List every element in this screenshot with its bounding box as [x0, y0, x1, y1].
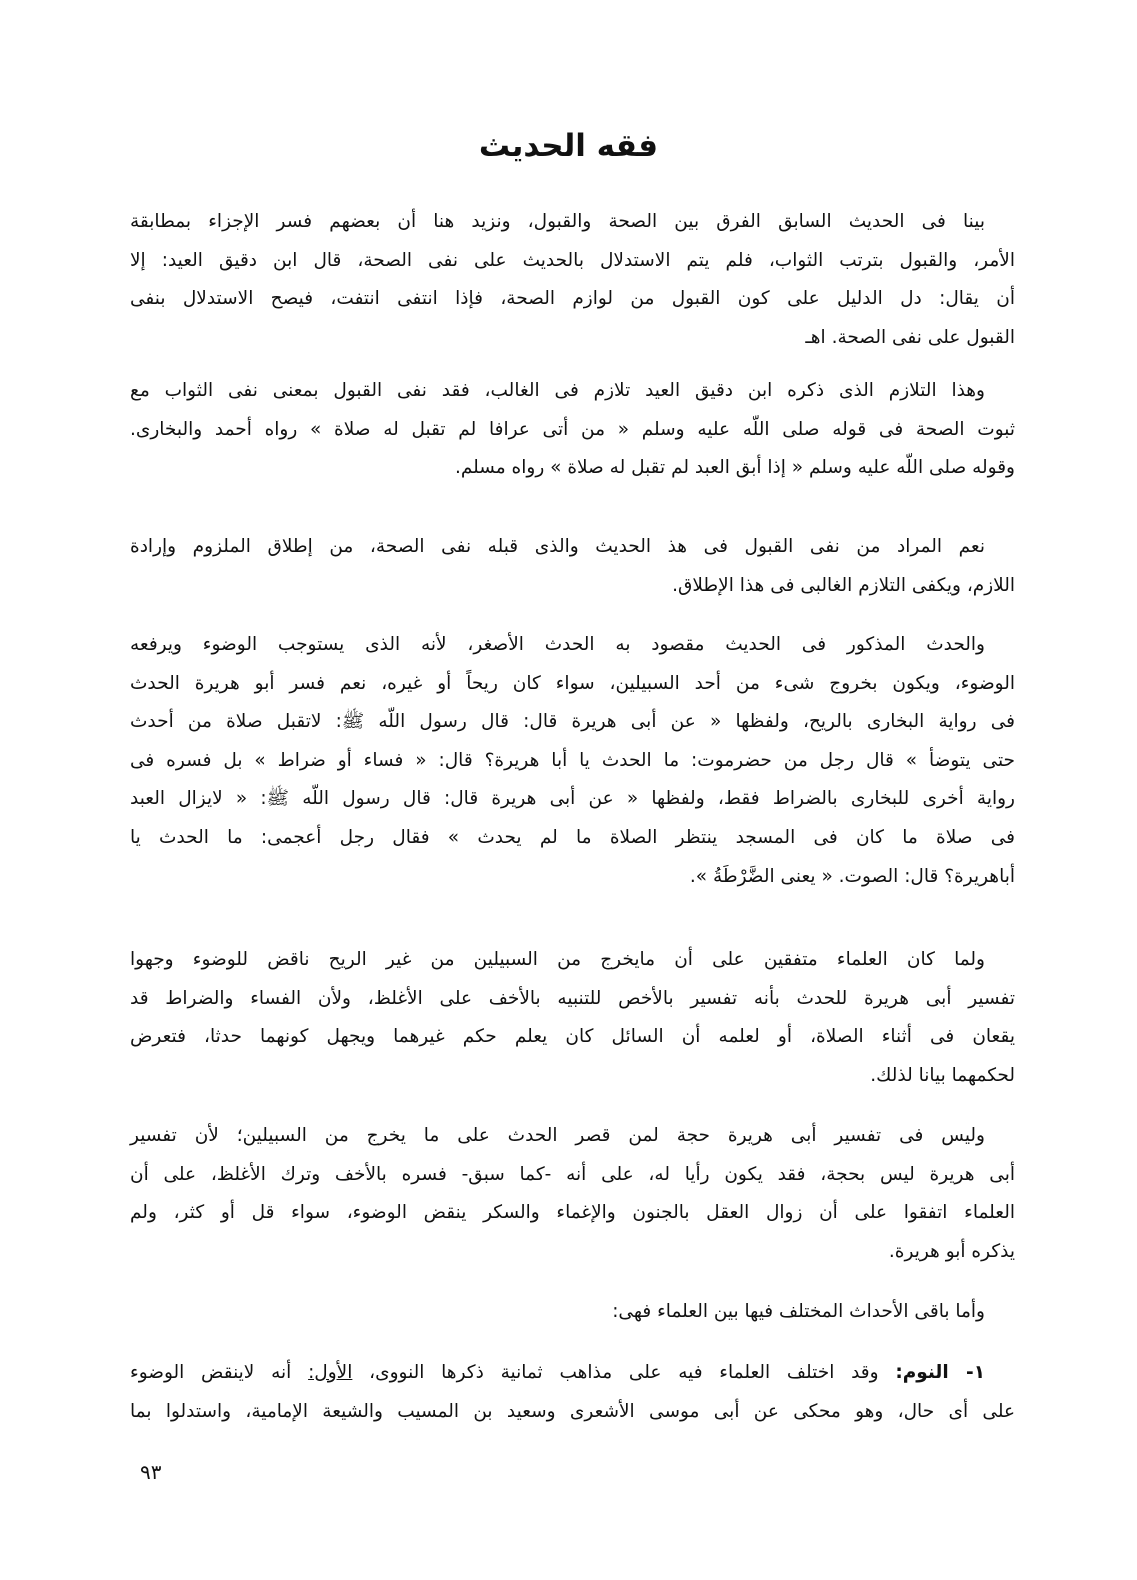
text-line: ولما كان العلماء متفقين على أن مايخرج من السبيلين من غير الريح ناقض للوضوء وجهوا	[130, 949, 985, 970]
text-line: رواية أخرى للبخارى بالضراط فقط، ولفظها « عن أبى هريرة قال: قال رسول اللّه ﷺ: « لايزال العبد	[130, 788, 1015, 810]
text-line: وأما باقى الأحداث المختلف فيها بين العلماء فهى:	[612, 1301, 985, 1322]
paragraph-5	[130, 941, 1015, 1095]
text-line: أباهريرة؟ قال: الصوت. « يعنى الضَّرْطَةُ ».	[689, 865, 1015, 887]
paragraph-6	[130, 1117, 1015, 1271]
text-line: والحدث المذكور فى الحديث مقصود به الحدث الأصغر، لأنه الذى يستوجب الوضوء ويرفعه	[130, 634, 985, 655]
text-line: نعم المراد من نفى القبول فى هذ الحديث والذى قبله نفى الصحة، من إطلاق الملزوم وإرادة	[130, 536, 985, 557]
text-line: يذكره أبو هريرة.	[888, 1240, 1015, 1262]
underlined-label: الأول:	[308, 1362, 353, 1383]
text-line: ثبوت الصحة فى قوله صلى اللّه عليه وسلم « من أتى عرافا لم تقبل له صلاة » رواه أحمد والبخارى.	[130, 418, 1015, 440]
text-line: وهذا التلازم الذى ذكره ابن دقيق العيد تلازم فى الغالب، فقد نفى القبول بمعنى نفى الثواب مع	[130, 380, 985, 401]
item-text: أنه لاينقض الوضوء	[130, 1362, 309, 1383]
text-line	[130, 1354, 1015, 1393]
text-line: وليس فى تفسير أبى هريرة حجة لمن قصر الحدث على ما يخرج من السبيلين؛ لأن تفسير	[130, 1125, 985, 1146]
text-line: الأمر، والقبول بترتب الثواب، فلم يتم الاستدلال بالحديث على نفى الصحة، قال ابن دقيق العيد: إلا	[130, 249, 1015, 271]
page-number: ٩٣	[140, 1460, 162, 1484]
paragraph-2	[130, 372, 1015, 488]
text-line: الوضوء، ويكون بخروج شىء من أحد السبيلين، سواء كان ريحاً أو غيره، نعم فسر أبو هريرة الحدث	[130, 672, 1015, 694]
text-line: العلماء اتفقوا على أن زوال العقل بالجنون والإغماء والسكر ينقض الوضوء، سواء قل أو كثر، ولم	[130, 1202, 1015, 1224]
paragraph-7	[130, 1293, 1015, 1332]
text-line: لحكمهما بيانا لذلك.	[870, 1064, 1015, 1086]
text-line: فى رواية البخارى بالريح، ولفظها « عن أبى هريرة قال: قال رسول اللّه ﷺ: لاتقبل صلاة من أحدث	[130, 711, 1015, 733]
text-line: اللازم، ويكفى التلازم الغالبى فى هذا الإطلاق.	[672, 574, 1015, 596]
numbered-item-sleep	[130, 1354, 1015, 1431]
text-line: القبول على نفى الصحة. اهـ	[805, 326, 1015, 348]
paragraph-1	[130, 203, 1015, 357]
text-line: على أى حال، وهو محكى عن أبى موسى الأشعرى وسعيد بن المسيب والشيعة الإمامية، واستدلوا بما	[130, 1400, 1015, 1422]
text-line: تفسير أبى هريرة للحدث بأنه تفسير بالأخص للتنبيه بالأخف على الأغلظ، ولأن الفساء والضراط قد	[130, 987, 1015, 1009]
item-heading: ١- النوم:	[895, 1362, 986, 1383]
item-text: وقد اختلف العلماء فيه على مذاهب ثمانية ذكرها النووى،	[352, 1362, 896, 1383]
text-line: أبى هريرة ليس بحجة، فقد يكون رأيا له، على أنه -كما سبق- فسره بالأخف وترك الأغلظ، على أن	[130, 1163, 1015, 1185]
text-line: حتى يتوضأ » قال رجل من حضرموت: ما الحدث يا أبا هريرة؟ قال: « فساء أو ضراط » بل فسره فى	[130, 749, 1015, 771]
paragraph-4	[130, 626, 1015, 896]
text-line: أن يقال: دل الدليل على كون القبول من لوازم الصحة، فإذا انتفى انتفت، فيصح الاستدلال بنفى	[130, 288, 1015, 310]
text-line: فى صلاة ما كان فى المسجد ينتظر الصلاة ما لم يحدث » فقال رجل أعجمى: ما الحدث يا	[130, 826, 1015, 848]
paragraph-3	[130, 528, 1015, 605]
text-line: بينا فى الحديث السابق الفرق بين الصحة والقبول، ونزيد هنا أن بعضهم فسر الإجزاء بمطابقة	[130, 211, 985, 232]
text-line: وقوله صلى اللّه عليه وسلم « إذا أبق العبد لم تقبل له صلاة » رواه مسلم.	[454, 457, 1015, 479]
text-line: يقعان فى أثناء الصلاة، أو لعلمه أن السائل كان يعلم حكم غيرهما ويجهل كونهما حدثا، فتعرض	[130, 1026, 1015, 1048]
page-title: فقه الحديث	[478, 128, 659, 164]
